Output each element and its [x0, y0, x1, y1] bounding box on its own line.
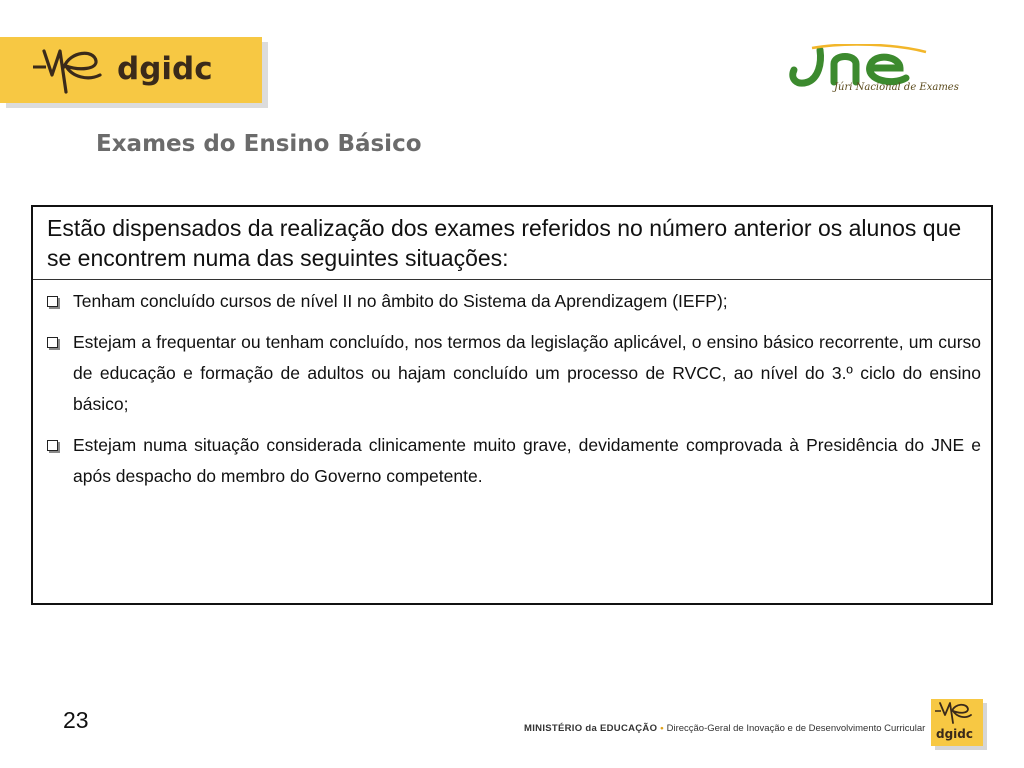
jne-subtitle: Júri Nacional de Exames [834, 82, 959, 93]
page-title: Exames do Ensino Básico [96, 131, 422, 157]
list-item [45, 327, 981, 420]
directorate-name: Direcção-Geral de Inovação e de Desenvolvimento Curricular [666, 723, 926, 734]
checkbox-icon [47, 296, 58, 307]
list-item-text: Estejam a frequentar ou tenham concluído, nos termos da legislação aplicável, o ensino básico recorrente, um curso de educação e formação de adultos ou hajam concluído um processo de RVCC, ao nível do 3.º ciclo do ensino básico; [73, 332, 981, 414]
dgidc-logo [0, 37, 262, 103]
box-header: Estão dispensados da realização dos exames referidos no número anterior os alunos que se encontrem numa das seguintes situações: [33, 207, 991, 280]
me-monogram-icon [931, 699, 983, 729]
bullet-list [33, 286, 991, 492]
list-item [45, 430, 981, 492]
checkbox-icon [47, 440, 58, 451]
list-item-text: Estejam numa situação considerada clinicamente muito grave, devidamente comprovada à Presidência do JNE e após despacho do membro do Governo competente. [73, 435, 981, 486]
footer-logo-text: dgidc [936, 727, 973, 741]
footer-ministry-line [524, 723, 925, 734]
footer-dgidc-logo [931, 699, 983, 746]
dgidc-brand-text: dgidc [117, 51, 213, 87]
content-box [31, 205, 993, 605]
checkbox-icon [47, 337, 58, 348]
ministry-name: MINISTÉRIO da EDUCAÇÃO [524, 723, 658, 734]
list-item-text: Tenham concluído cursos de nível II no âmbito do Sistema da Aprendizagem (IEFP); [73, 291, 728, 311]
list-item [45, 286, 981, 317]
me-monogram-icon [0, 37, 115, 103]
jne-logo [786, 44, 966, 100]
page-number: 23 [63, 707, 89, 733]
separator-dot: • [660, 723, 664, 734]
